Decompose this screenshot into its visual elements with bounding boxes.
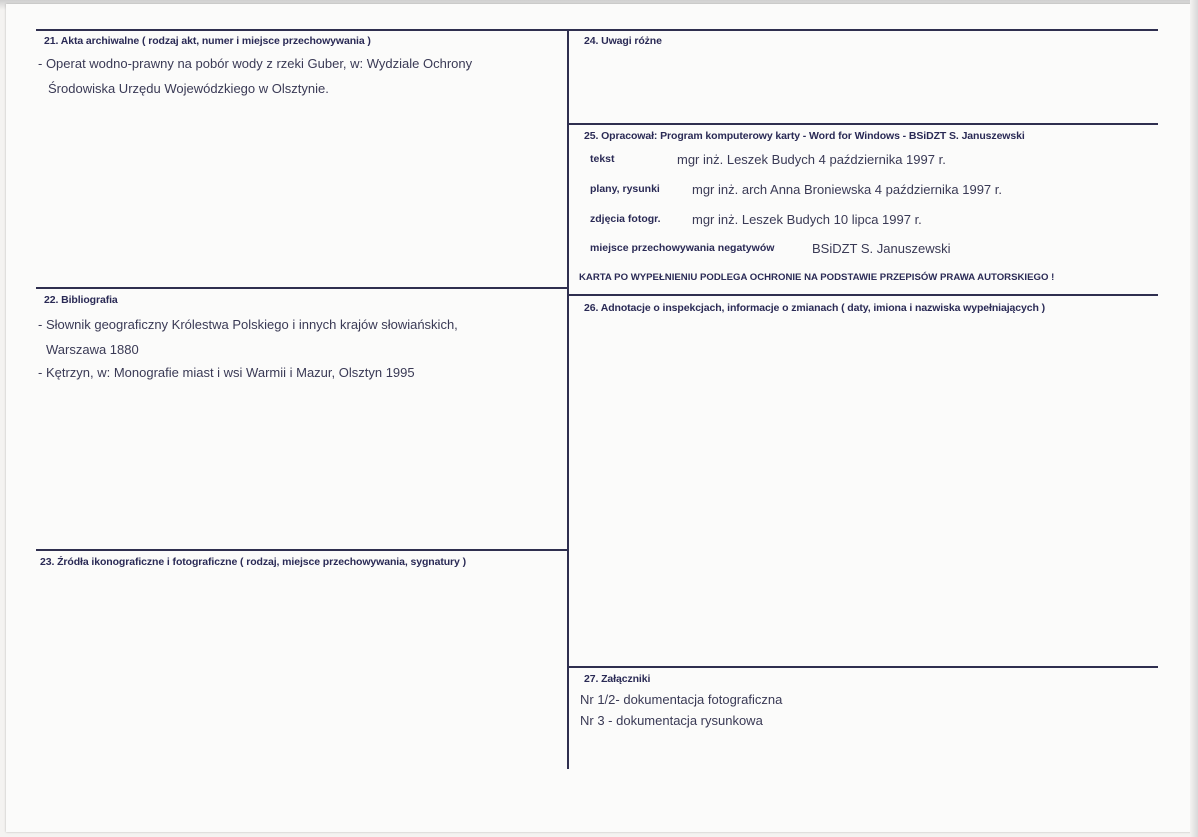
rule-right-25 xyxy=(567,123,1158,125)
section-21-line-2: Środowiska Urzędu Wojewódzkiego w Olsztynie. xyxy=(48,81,329,96)
section-22-line-1: - Słownik geograficzny Królestwa Polskiego i innych krajów słowiańskich, xyxy=(38,317,458,332)
section-22-line-3: - Kętrzyn, w: Monografie miast i wsi Warmii i Mazur, Olsztyn 1995 xyxy=(38,365,415,380)
rule-left-23 xyxy=(36,549,569,551)
scan-right-edge xyxy=(1190,0,1198,837)
rule-right-27 xyxy=(567,666,1158,668)
label-zdjecia-fotogr: zdjęcia fotogr. xyxy=(590,213,661,225)
section-22-header: 22. Bibliografia xyxy=(44,294,118,306)
value-plany-rysunki: mgr inż. arch Anna Broniewska 4 października 1997 r. xyxy=(692,182,1003,197)
rule-top xyxy=(36,29,1158,31)
section-22-line-2: Warszawa 1880 xyxy=(46,342,139,357)
value-tekst: mgr inż. Leszek Budych 4 października 1997 r. xyxy=(677,152,946,167)
section-21-line-1: - Operat wodno-prawny na pobór wody z rzeki Guber, w: Wydziale Ochrony xyxy=(38,56,473,71)
section-27-header: 27. Załączniki xyxy=(584,673,651,685)
section-27-line-1: Nr 1/2- dokumentacja fotograficzna xyxy=(580,692,783,707)
value-zdjecia-fotogr: mgr inż. Leszek Budych 10 lipca 1997 r. xyxy=(692,212,922,227)
section-25-header: 25. Opracował: Program komputerowy karty - Word for Windows - BSiDZT S. Januszewski xyxy=(584,130,1025,142)
section-27-line-2: Nr 3 - dokumentacja rysunkowa xyxy=(580,713,763,728)
label-plany-rysunki: plany, rysunki xyxy=(590,183,660,195)
rule-right-26 xyxy=(567,294,1158,296)
rule-center-vertical xyxy=(567,29,569,769)
section-26-header: 26. Adnotacje o inspekcjach, informacje o zmianach ( daty, imiona i nazwiska wypełniających ) xyxy=(584,302,1046,314)
label-miejsce-negatywow: miejsce przechowywania negatywów xyxy=(590,242,775,254)
label-tekst: tekst xyxy=(590,153,615,165)
rule-left-22 xyxy=(36,287,569,289)
copyright-notice: KARTA PO WYPEŁNIENIU PODLEGA OCHRONIE NA PODSTAWIE PRZEPISÓW PRAWA AUTORSKIEGO ! xyxy=(579,272,1055,283)
section-24-header: 24. Uwagi różne xyxy=(584,35,662,47)
value-miejsce-negatywow: BSiDZT S. Januszewski xyxy=(812,241,951,256)
record-card xyxy=(6,4,1192,832)
section-23-header: 23. Źródła ikonograficzne i fotograficzne ( rodzaj, miejsce przechowywania, sygnatury ) xyxy=(40,556,466,568)
section-21-header: 21. Akta archiwalne ( rodzaj akt, numer i miejsce przechowywania ) xyxy=(44,35,371,47)
